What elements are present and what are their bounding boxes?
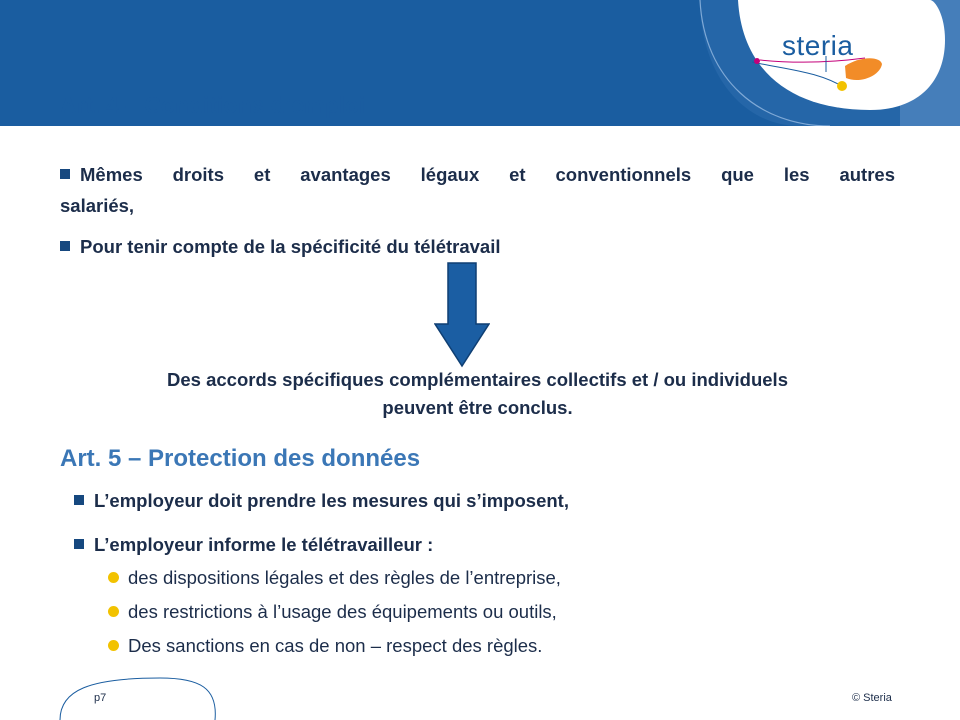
art5-subitem-text: des dispositions légales et des règles de l’entreprise, [128,567,561,588]
footer-curve [0,660,260,720]
art4-conclusion-line1: Des accords spécifiques complémentaires collectifs et / ou individuels [167,369,788,390]
art5-subitem-text: Des sanctions en cas de non – respect des règles. [128,635,543,656]
art5-subitem [108,567,561,589]
art5-subitem [108,635,542,657]
copyright: © Steria [852,692,892,704]
art4-bullet2-text: Pour tenir compte de la spécificité du télétravail [80,236,501,257]
art5-title: Art. 5 – Protection des données [60,445,421,472]
round-bullet-icon [108,606,119,617]
art4-title: Art. 4 – Conditions d’emploi [60,92,366,118]
art5-bullet2 [74,530,433,560]
square-bullet-icon [74,495,84,505]
art4-bullet1-line2: salariés, [60,195,135,216]
art5-subitem-text: des restrictions à l’usage des équipements ou outils, [128,601,557,622]
down-arrow-icon [434,262,490,368]
art4-bullet1-line1 [60,160,895,190]
round-bullet-icon [108,572,119,583]
art5-bullet1 [74,486,569,516]
art5-bullet1-text: L’employeur doit prendre les mesures qui s’imposent, [94,490,569,511]
page-number: p7 [94,692,107,704]
square-bullet-icon [60,169,70,179]
art4-conclusion-line2: peuvent être conclus. [382,397,573,418]
art5-subitem [108,601,557,623]
square-bullet-icon [74,539,84,549]
square-bullet-icon [60,241,70,251]
art4-bullet1-text: Mêmes droits et avantages légaux et conventionnels que les autres [80,164,895,185]
art5-bullet2-text: L’employeur informe le télétravailleur : [94,534,434,555]
round-bullet-icon [108,640,119,651]
art4-bullet2 [60,232,501,262]
art4-conclusion [60,366,895,422]
steria-logo: steria [782,30,854,61]
